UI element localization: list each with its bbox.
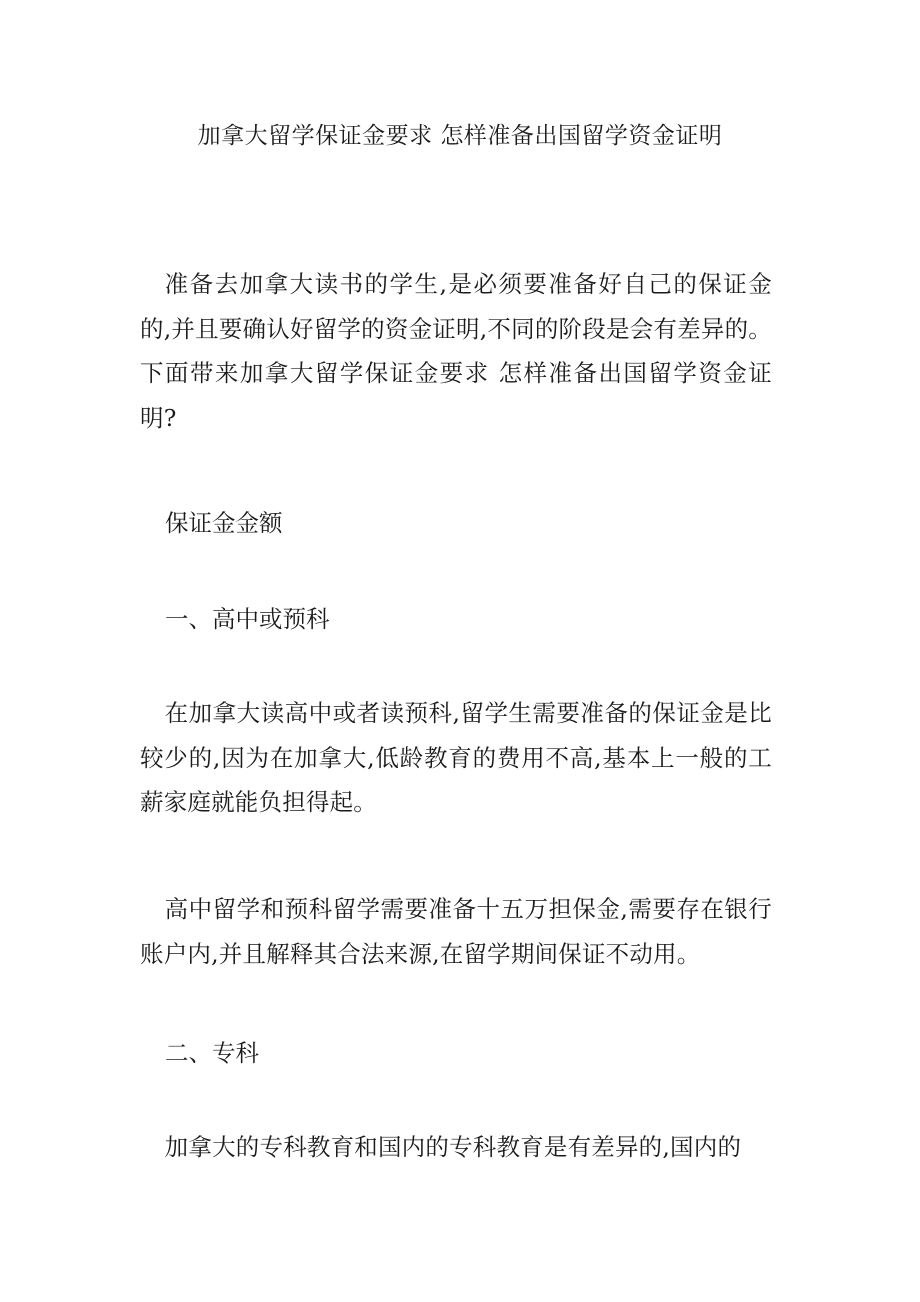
- subsection-1-paragraph-1: 在加拿大读高中或者读预科,留学生需要准备的保证金是比较少的,因为在加拿大,低龄教育的费用不高,基本上一般的工薪家庭就能负担得起。: [140, 699, 772, 816]
- document-title: 加拿大留学保证金要求 怎样准备出国留学资金证明: [197, 123, 723, 149]
- subsection-heading-1: 一、高中或预科: [165, 605, 330, 633]
- subsection-heading-2: 二、专科: [165, 1039, 259, 1067]
- subsection-2-paragraph-1: 加拿大的专科教育和国内的专科教育是有差异的,国内的: [164, 1133, 742, 1161]
- section-heading: 保证金金额: [165, 509, 283, 537]
- intro-paragraph: 准备去加拿大读书的学生,是必须要准备好自己的保证金的,并且要确认好留学的资金证明,不同的阶段是会有差异的。下面带来加拿大留学保证金要求 怎样准备出国留学资金证明?: [140, 270, 772, 432]
- subsection-1-paragraph-2: 高中留学和预科留学需要准备十五万担保金,需要存在银行账户内,并且解释其合法来源,在留学期间保证不动用。: [140, 895, 772, 968]
